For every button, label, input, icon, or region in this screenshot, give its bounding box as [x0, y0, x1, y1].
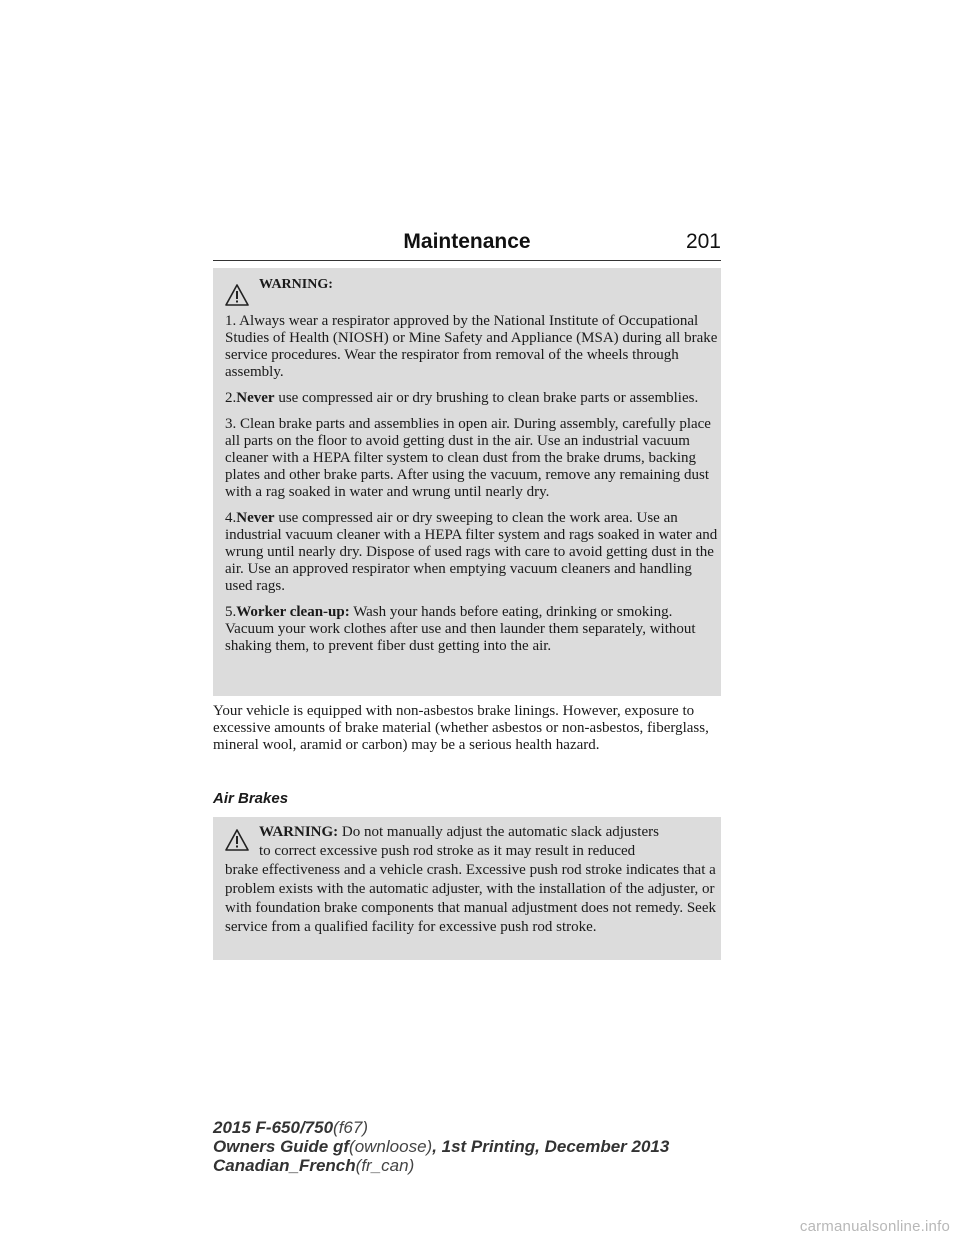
footer-line-2: Owners Guide gf(ownloose), 1st Printing, December 2013 — [213, 1137, 670, 1156]
footer-line-3: Canadian_French(fr_can) — [213, 1156, 415, 1175]
body-paragraph: Your vehicle is equipped with non-asbestos brake linings. However, exposure to excessive amounts of brake material (whether asbestos or non-asbestos, fiberglass, mineral wool, aramid or carbon) may be a serious health hazard. — [213, 703, 709, 753]
warning-box-air-brakes — [213, 817, 721, 960]
warning2-line-1: WARNING: Do not manually adjust the automatic slack adjusters — [259, 824, 659, 840]
warning2-body: brake effectiveness and a vehicle crash. Excessive push rod stroke indicates that a problem exists with the automatic adjuster, with the installation of the adjuster, or with foundation brake components that manual adjustment does not remedy. Seek service from a qualified facility for excessive push rod stroke. — [225, 862, 716, 935]
warning-item-2: 2.Never use compressed air or dry brushing to clean brake parts or assemblies. — [225, 390, 699, 406]
warning-item-3: 3. Clean brake parts and assemblies in open air. During assembly, carefully place all parts on the floor to avoid getting dust in the air. Use an industrial vacuum cleaner with a HEPA filter system to clean dust from the brake drums, backing plates and other brake parts. After using the vacuum, remove any remaining dust with a rag soaked in water and wrung until nearly dry. — [225, 416, 711, 500]
subheading-air-brakes: Air Brakes — [213, 790, 289, 807]
page-footer — [213, 1118, 773, 1175]
section-title: Maintenance — [403, 230, 531, 253]
page-header — [213, 228, 721, 261]
warning-heading: WARNING: — [259, 277, 333, 292]
warning-item-5: 5.Worker clean-up: Wash your hands before eating, drinking or smoking. Vacuum your work clothes after use and then launder them separately, without shaking them, to prevent fiber dust getting into the air. — [225, 604, 696, 654]
footer-line-1: 2015 F-650/750(f67) — [213, 1118, 369, 1137]
warning-item-1: 1. Always wear a respirator approved by the National Institute of Occupational Studies of Health (NIOSH) or Mine Safety and Appliance (MSA) during all brake service procedures. Wear the respirator from removal of the wheels through assembly. — [225, 313, 718, 380]
warning-triangle-icon — [225, 829, 249, 851]
watermark: carmanualsonline.info — [799, 1218, 950, 1235]
page-number: 201 — [685, 230, 721, 253]
warning-item-4: 4.Never use compressed air or dry sweeping to clean the work area. Use an industrial vacuum cleaner with a HEPA filter system and rags soaked in water and wrung until nearly dry. Dispose of used rags with care to avoid getting dust in the air. Use an approved respirator when emptying vacuum cleaners and handling used rags. — [225, 510, 718, 594]
warning2-line-2: to correct excessive push rod stroke as it may result in reduced — [259, 843, 636, 859]
warning-box-brake-dust — [213, 268, 721, 696]
warning-triangle-icon — [225, 284, 249, 306]
